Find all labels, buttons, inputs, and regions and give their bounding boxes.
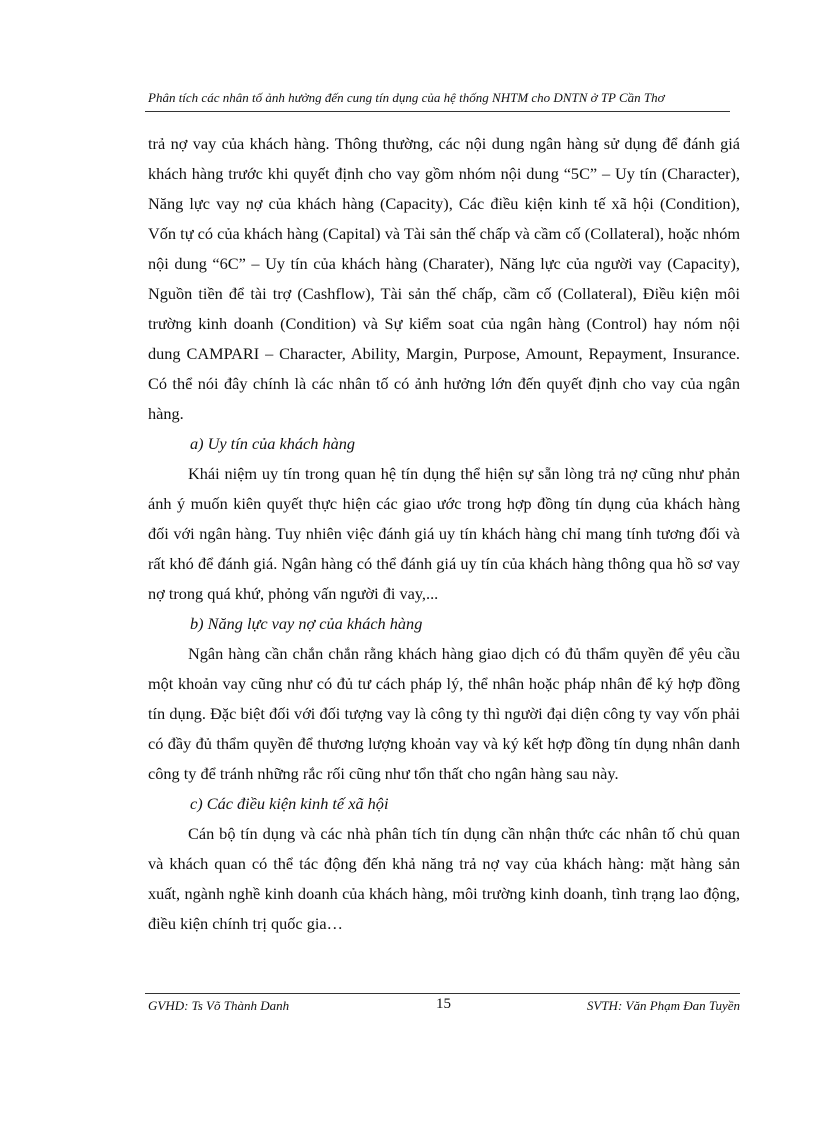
- page-number: 15: [436, 996, 451, 1012]
- section-heading-c: c) Các điều kiện kinh tế xã hội: [190, 794, 389, 813]
- paragraph-conditions: Cán bộ tín dụng và các nhà phân tích tín dụng cần nhận thức các nhân tố chủ quan và khách quan có thể tác động đến khả năng trả nợ vay của khách hàng: mặt hàng sản xuất, ngành nghề kinh doanh của khách hàng, môi trường kinh doanh, tình trạng lao động, điều kiện chính trị quốc gia…: [148, 824, 740, 933]
- paragraph-character: Khái niệm uy tín trong quan hệ tín dụng thể hiện sự sẵn lòng trả nợ cũng như phản ánh ý muốn kiên quyết thực hiện các giao ước trong hợp đồng tín dụng của khách hàng đối với ngân hàng. Tuy nhiên việc đánh giá uy tín khách hàng chỉ mang tính tương đối và rất khó để đánh giá. Ngân hàng có thể đánh giá uy tín của khách hàng thông qua hồ sơ vay nợ trong quá khứ, phỏng vấn người đi vay,...: [148, 464, 740, 603]
- section-heading-a: a) Uy tín của khách hàng: [190, 434, 356, 453]
- header-divider: [145, 111, 730, 112]
- footer-divider: [145, 993, 740, 994]
- paragraph-capacity: Ngân hàng cần chắn chắn rằng khách hàng giao dịch có đủ thẩm quyền để yêu cầu một khoản vay cũng như có đủ tư cách pháp lý, thể nhân hoặc pháp nhân để ký hợp đồng tín dụng. Đặc biệt đối với đối tượng vay là công ty thì người đại diện công ty vay vốn phải có đầy đủ thẩm quyền để thương lượng khoản vay và ký kết hợp đồng tín dụng nhân danh công ty để tránh những rắc rối cũng như tổn thất cho ngân hàng sau này.: [148, 644, 740, 783]
- section-heading-b: b) Năng lực vay nợ của khách hàng: [190, 614, 423, 633]
- footer-advisor: GVHD: Ts Võ Thành Danh: [148, 998, 290, 1013]
- document-body: [148, 129, 740, 939]
- paragraph-intro: trả nợ vay của khách hàng. Thông thường, các nội dung ngân hàng sử dụng để đánh giá khách hàng trước khi quyết định cho vay gồm nhóm nội dung “5C” – Uy tín (Character), Năng lực vay nợ của khách hàng (Capacity), Các điều kiện kinh tế xã hội (Condition), Vốn tự có của khách hàng (Capital) và Tài sản thế chấp và cầm cố (Collateral), hoặc nhóm nội dung “6C” – Uy tín của khách hàng (Charater), Năng lực của người vay (Capacity), Nguồn tiền để tài trợ (Cashflow), Tài sản thế chấp, cầm cố (Collateral), Điều kiện môi trường kinh doanh (Condition) và Sự kiểm soat của ngân hàng (Control) hay nóm nội dung CAMPARI – Character, Ability, Margin, Purpose, Amount, Repayment, Insurance. Có thể nói đây chính là các nhân tố có ảnh hưởng lớn đến quyết định cho vay của ngân hàng.: [148, 134, 740, 423]
- running-header: Phân tích các nhân tố ảnh hưởng đến cung tín dụng của hệ thống NHTM cho DNTN ở TP Cần Thơ: [148, 90, 665, 105]
- footer-student: SVTH: Văn Phạm Đan Tuyền: [586, 998, 740, 1013]
